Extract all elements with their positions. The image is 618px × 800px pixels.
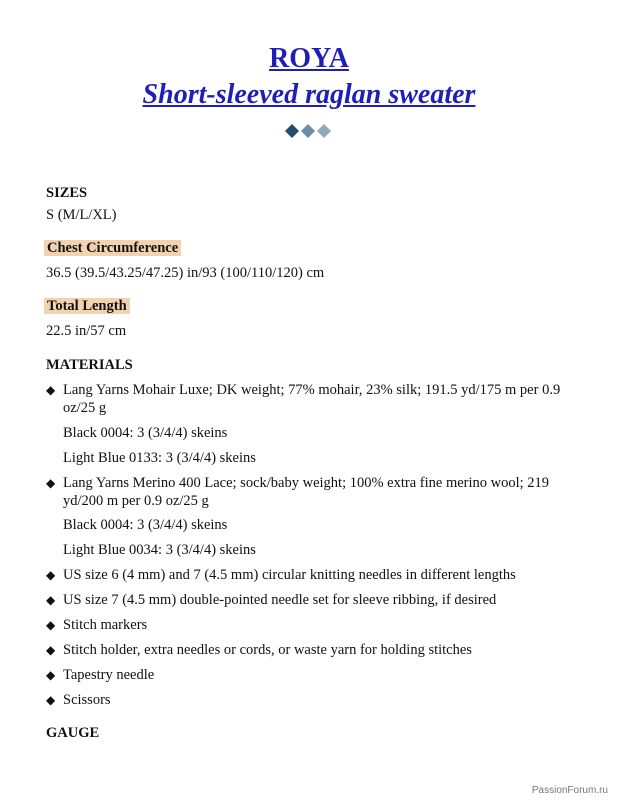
- bullet-icon: ◆: [46, 476, 56, 490]
- material-item: Lang Yarns Mohair Luxe; DK weight; 77% mohair, 23% silk; 191.5 yd/175 m per 0.9 oz/25 g: [63, 382, 561, 416]
- material-item: US size 6 (4 mm) and 7 (4.5 mm) circular knitting needles in different lengths: [63, 567, 516, 583]
- chest-heading: Chest Circumference: [44, 240, 181, 256]
- length-heading-wrap: [44, 297, 130, 315]
- sizes-value: S (M/L/XL): [46, 207, 117, 223]
- watermark: PassionForum.ru: [531, 785, 608, 796]
- bullet-icon: ◆: [46, 668, 56, 682]
- bullet-icon: ◆: [46, 383, 56, 397]
- bullet-icon: ◆: [46, 593, 56, 607]
- material-item: Stitch markers: [63, 617, 148, 633]
- sizes-heading: SIZES: [46, 185, 88, 201]
- material-item: US size 7 (4.5 mm) double-pointed needle set for sleeve ribbing, if desired: [63, 592, 497, 608]
- chest-value: 36.5 (39.5/43.25/47.25) in/93 (100/110/120) cm: [46, 265, 325, 281]
- diamond-1-icon: [285, 124, 299, 138]
- material-subitem: Light Blue 0034: 3 (3/4/4) skeins: [63, 542, 256, 558]
- pattern-title: ROYA: [269, 43, 349, 74]
- material-item: Stitch holder, extra needles or cords, or waste yarn for holding stitches: [63, 642, 472, 658]
- gauge-heading: GAUGE: [46, 725, 100, 741]
- decorative-diamonds: [285, 124, 335, 138]
- material-subitem: Black 0004: 3 (3/4/4) skeins: [63, 517, 228, 533]
- bullet-icon: ◆: [46, 618, 56, 632]
- chest-heading-wrap: [44, 239, 181, 257]
- material-item: Tapestry needle: [63, 667, 155, 683]
- bullet-icon: ◆: [46, 568, 56, 582]
- pattern-subtitle: Short-sleeved raglan sweater: [142, 79, 476, 110]
- diamond-2-icon: [301, 124, 315, 138]
- bullet-icon: ◆: [46, 643, 56, 657]
- material-item: Scissors: [63, 692, 111, 708]
- material-subitem: Black 0004: 3 (3/4/4) skeins: [63, 425, 228, 441]
- material-item: Lang Yarns Merino 400 Lace; sock/baby weight; 100% extra fine merino wool; 219 yd/200 m per 0.9 oz/25 g: [63, 475, 550, 509]
- material-subitem: Light Blue 0133: 3 (3/4/4) skeins: [63, 450, 256, 466]
- diamond-3-icon: [317, 124, 331, 138]
- materials-heading: MATERIALS: [46, 357, 133, 373]
- length-value: 22.5 in/57 cm: [46, 323, 127, 339]
- length-heading: Total Length: [44, 298, 130, 314]
- bullet-icon: ◆: [46, 693, 56, 707]
